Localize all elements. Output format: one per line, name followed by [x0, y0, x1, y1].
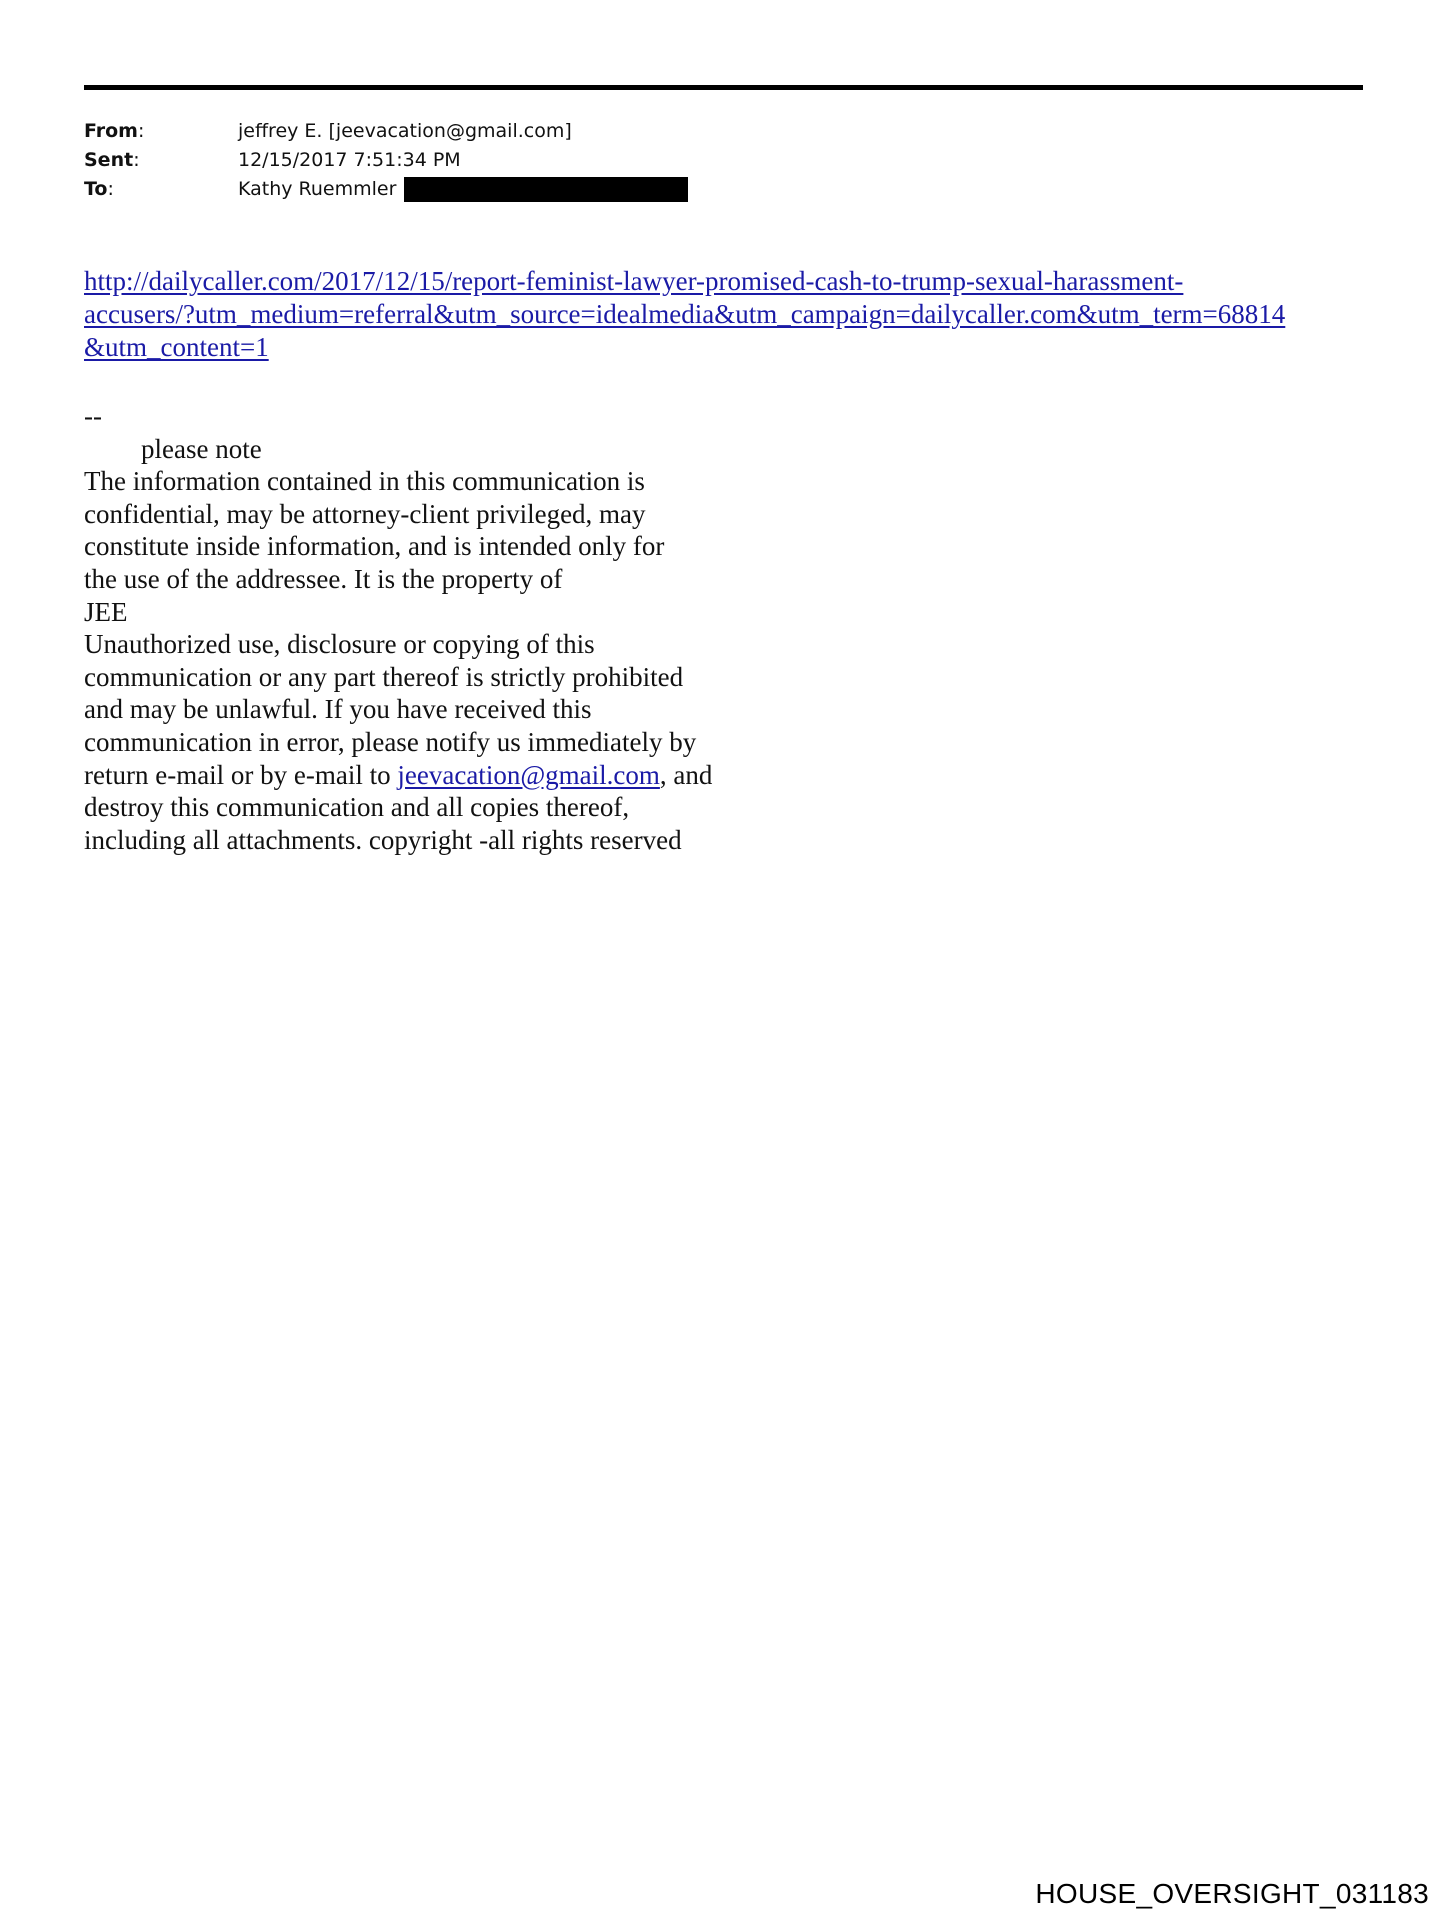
sent-value: 12/15/2017 7:51:34 PM	[238, 149, 461, 171]
signature-line-2: The information contained in this communication is	[84, 466, 645, 497]
signature-line-7: Unauthorized use, disclosure or copying of this	[84, 629, 595, 660]
signature-line-8: communication or any part thereof is strictly prohibited	[84, 661, 684, 692]
signature-line-3: confidential, may be attorney-client privileged, may	[84, 498, 646, 529]
signature-block	[84, 400, 712, 856]
signature-line-9: and may be unlawful. If you have received this	[84, 694, 592, 725]
signature-line-5: the use of the addressee. It is the property of	[84, 563, 563, 594]
to-value: Kathy Ruemmler	[238, 178, 397, 200]
to-label: To	[84, 178, 108, 200]
from-value: jeffrey E. [jeevacation@gmail.com]	[238, 120, 572, 142]
signature-line-11	[84, 759, 712, 792]
from-colon: :	[138, 120, 145, 142]
signature-separator: --	[84, 401, 102, 431]
signature-line-13: including all attachments. copyright -all rights reserved	[84, 824, 682, 855]
email-link[interactable]: jeevacation@gmail.com	[397, 759, 660, 790]
sent-label: Sent	[84, 149, 134, 171]
to-colon: :	[107, 178, 114, 200]
url-line-2: accusers/?utm_medium=referral&utm_source=idealmedia&utm_campaign=dailycaller.com&utm_term=68814	[84, 299, 1286, 329]
signature-line-4: constitute inside information, and is intended only for	[84, 531, 665, 562]
line-11-before: return e-mail or by e-mail to	[84, 759, 398, 790]
top-divider-rule	[84, 85, 1363, 90]
from-label-wrap	[84, 117, 238, 146]
from-label: From	[84, 120, 138, 142]
header-sent-row	[84, 146, 688, 175]
header-to-row	[84, 175, 688, 204]
redaction-box	[404, 177, 688, 202]
signature-line-10: communication in error, please notify us immediately by	[84, 726, 697, 757]
signature-line-1: please note	[141, 433, 262, 464]
sent-label-wrap	[84, 146, 238, 175]
line-11-after: , and	[659, 759, 713, 790]
sent-colon: :	[133, 149, 140, 171]
url-line-3: &utm_content=1	[84, 332, 269, 362]
url-line-1: http://dailycaller.com/2017/12/15/report-feminist-lawyer-promised-cash-to-trump-sexual-harassment-	[84, 266, 1184, 296]
signature-line-6: JEE	[84, 596, 128, 627]
signature-line-12: destroy this communication and all copies thereof,	[84, 792, 630, 823]
bates-number: HOUSE_OVERSIGHT_031183	[1035, 1878, 1429, 1909]
body-link-block	[84, 265, 1384, 364]
article-url-link[interactable]	[84, 266, 1285, 362]
email-header	[84, 117, 688, 204]
to-label-wrap	[84, 175, 238, 204]
header-from-row	[84, 117, 688, 146]
